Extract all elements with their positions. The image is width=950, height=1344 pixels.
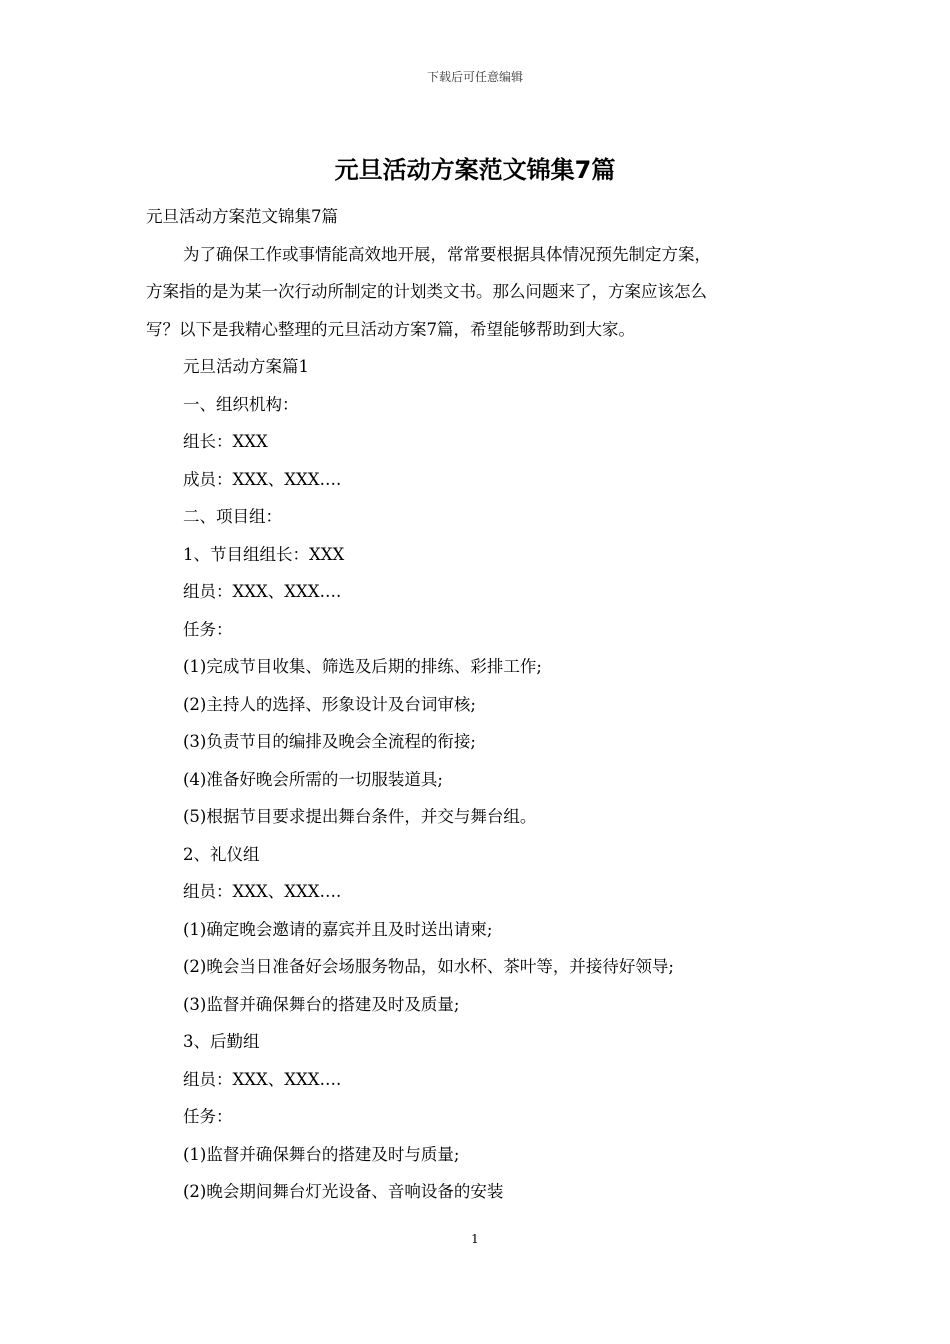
- list-item: (3)负责节目的编排及晚会全流程的衔接;: [183, 732, 476, 751]
- list-item: (2)晚会当日准备好会场服务物品，如水杯、茶叶等，并接待好领导;: [183, 957, 674, 976]
- document-body: [146, 198, 811, 1211]
- body-line: 3、后勤组: [183, 1032, 260, 1051]
- document-subtitle: 元旦活动方案范文锦集7篇: [146, 207, 338, 226]
- body-line: 组员：XXX、XXX….: [183, 582, 342, 601]
- body-line: 组员：XXX、XXX….: [183, 882, 342, 901]
- list-item: (2)晚会期间舞台灯光设备、音响设备的安装: [183, 1182, 504, 1201]
- header-note: 下载后可任意编辑: [426, 70, 523, 84]
- body-line: 任务：: [183, 619, 233, 639]
- document-title: 元旦活动方案范文锦集7篇: [334, 156, 616, 184]
- intro-line: 为了确保工作或事情能高效地开展，常常要根据具体情况预先制定方案，: [183, 244, 711, 264]
- section-heading: 元旦活动方案篇1: [183, 357, 309, 376]
- body-line: 成员：XXX、XXX….: [183, 469, 342, 489]
- section-heading: 一、组织机构：: [183, 394, 299, 414]
- list-item: (1)监督并确保舞台的搭建及时与质量;: [183, 1144, 460, 1164]
- section-heading: 二、项目组：: [183, 507, 282, 526]
- body-line: 2、礼仪组: [183, 844, 260, 864]
- page-number: 1: [471, 1232, 479, 1246]
- list-item: (4)准备好晚会所需的一切服装道具;: [183, 769, 443, 789]
- intro-line: 方案指的是为某一次行动所制定的计划类文书。那么问题来了，方案应该怎么: [146, 282, 707, 301]
- intro-line: 写？以下是我精心整理的元旦活动方案7篇，希望能够帮助到大家。: [146, 319, 635, 339]
- list-item: (1)完成节目收集、筛选及后期的排练、彩排工作;: [183, 657, 542, 676]
- body-line: 1、节目组组长：XXX: [183, 544, 345, 564]
- body-line: 组长：XXX: [183, 432, 268, 451]
- list-item: (3)监督并确保舞台的搭建及时及质量;: [183, 994, 460, 1014]
- list-item: (5)根据节目要求提出舞台条件，并交与舞台组。: [183, 807, 537, 826]
- list-item: (2)主持人的选择、形象设计及台词审核;: [183, 694, 476, 714]
- body-line: 组员：XXX、XXX….: [183, 1069, 342, 1089]
- list-item: (1)确定晚会邀请的嘉宾并且及时送出请柬;: [183, 919, 493, 939]
- body-line: 任务：: [183, 1107, 233, 1126]
